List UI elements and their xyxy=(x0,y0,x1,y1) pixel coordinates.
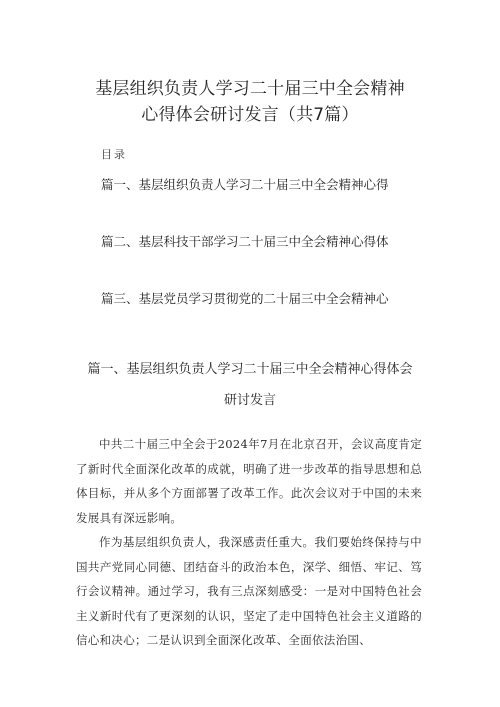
body-paragraph-2: 作为基层组织负责人，我深感责任重大。我们要始终保持与中国共产党同心同德、团结奋斗的政治本色，深学、细悟、牢记、笃行会议精神。通过学习，我有三点深刻感受：一是对中国特色社会主义新时代有了更深刻的认识，坚定了走中国特色社会主义道路的信心和决心；二是认识到全面深化改革、全面依法治国、 xyxy=(76,535,422,647)
toc-heading: 目录 xyxy=(101,148,127,161)
section-title-line-1: 篇一、基层组织负责人学习二十届三中全会精神心得体会 xyxy=(87,362,413,377)
document-title xyxy=(40,76,460,128)
toc-item-2: 篇二、基层科技干部学习二十届三中全会精神心得体 xyxy=(101,234,389,249)
toc-item-3: 篇三、基层党员学习贯彻党的二十届三中全会精神心 xyxy=(101,291,389,306)
toc-item-1: 篇一、基层组织负责人学习二十届三中全会精神心得 xyxy=(101,177,389,192)
document-title-line-2: 心得体会研讨发言（共7篇） xyxy=(141,105,359,125)
section-title-line-2: 研讨发言 xyxy=(223,393,276,408)
document-title-line-1: 基层组织负责人学习二十届三中全会精神 xyxy=(95,79,405,99)
body-paragraph-1: 中共二十届三中全会于2024年7月在北京召开，会议高度肯定了新时代全面深化改革的成就，明确了进一步改革的指导思想和总体目标，并从多个方面部署了改革工作。此次会议对于中国的未来发展具有深远影响。 xyxy=(76,437,422,525)
